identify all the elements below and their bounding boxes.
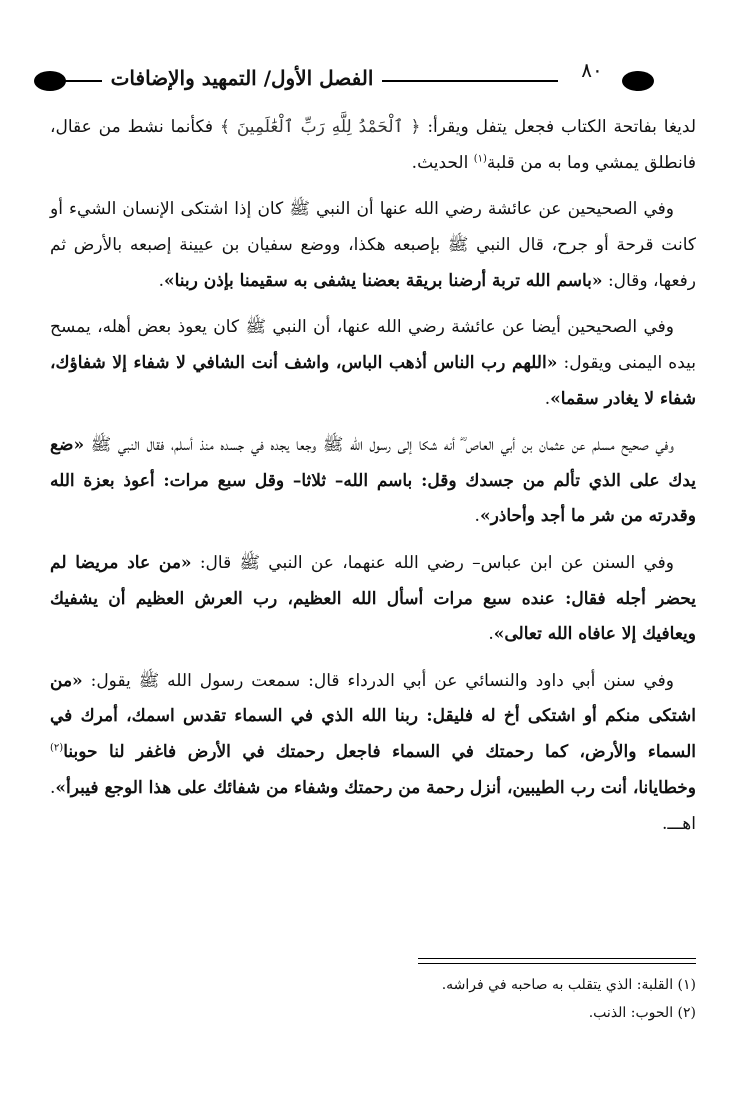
- header-left-ornament: [34, 71, 66, 91]
- header-rule-right: [382, 80, 558, 82]
- quran-verse: ﴿ ٱلْحَمْدُ لِلَّهِ رَبِّ ٱلْعَٰلَمِينَ ﴾: [219, 117, 421, 137]
- text-run: فكأنما نشط من عقال، فانطلق يمشي وما به من قلبة: [50, 117, 696, 173]
- footnote-marker: (١): [473, 153, 487, 165]
- footnote-separator: [418, 958, 696, 964]
- header-right-ornament: [622, 71, 654, 91]
- main-text: [50, 110, 696, 853]
- footnote-marker: (٢): [50, 742, 64, 754]
- text-run: .: [488, 624, 494, 645]
- text-run: . اهـــ.: [50, 778, 696, 834]
- text-run: وفي الصحيحين عن عائشة رضي الله عنها أن النبي ﷺ كان إذا اشتكى الإنسان الشيء أو كانت قرحة أو جرح، قال النبي ﷺ بإصبعه هكذا، ووضع سفيان بن عيينة إصبعه بالأرض ثم رفعها، وقال:: [50, 199, 696, 291]
- footnote-1: (١) القلبة: الذي يتقلب به صاحبه في فراشه.: [441, 977, 696, 993]
- paragraph: [50, 110, 696, 182]
- text-run: وفي الصحيحين أيضا عن عائشة رضي الله عنها، أن النبي ﷺ كان يعوذ بعض أهله، يمسح بيده اليمنى ويقول:: [50, 316, 696, 373]
- text-run: وفي سنن أبي داود والنسائي عن أبي الدرداء قال: سمعت رسول الله ﷺ يقول:: [82, 670, 674, 691]
- running-header-title: الفصل الأول/ التمهيد والإضافات: [110, 66, 374, 90]
- header-rule-left: [64, 80, 102, 82]
- text-run: الحديث.: [411, 152, 474, 173]
- paragraph: [50, 664, 696, 843]
- paragraph: [50, 310, 696, 417]
- hadith-text: «اللهم رب الناس أذهب الباس، واشف أنت الشافي لا شفاء إلا شفاؤك، شفاء لا يغادر سقما»: [50, 352, 696, 409]
- paragraph: [50, 192, 696, 299]
- hadith-text: «باسم الله تربة أرضنا بريقة بعضنا يشفى به سقيمنا بإذن ربنا»: [163, 270, 603, 291]
- text-run: وفي السنن عن ابن عباس– رضي الله عنهما، عن النبي ﷺ قال:: [191, 552, 674, 573]
- footnote-2: (٢) الحوب: الذنب.: [588, 1005, 696, 1021]
- text-run: وفي صحيح مسلم عن عثمان بن أبي العاص ؓ أنه شكا إلى رسول الله ﷺ وجعا يجده في جسده منذ أسلم، فقال النبي ﷺ: [84, 434, 674, 455]
- hadith-text: «ضع يدك على الذي تألم من جسدك وقل: باسم الله– ثلاثا– وقل سبع مرات: أعوذ بعزة الله وقدرته من شر ما أجد وأحاذر»: [50, 434, 696, 527]
- text-run: .: [474, 506, 480, 527]
- paragraph: [50, 428, 696, 535]
- text-run: .: [544, 388, 551, 409]
- text-run: لديغا بفاتحة الكتاب فجعل يتفل ويقرأ:: [420, 117, 696, 137]
- hadith-text: وخطايانا، أنت رب الطيبين، أنزل رحمة من رحمتك وشفاء من شفائك على هذا الوجع فيبرأ»: [55, 778, 696, 799]
- paragraph: [50, 546, 696, 653]
- text-run: .: [158, 270, 164, 291]
- page-number: ٨٠: [581, 58, 603, 82]
- hadith-text: «من عاد مريضا لم يحضر أجله فقال: عنده سبع مرات أسأل الله العظيم، رب العرش العظيم أن يشفيك ويعافيك إلا عافاه الله تعالى»: [50, 552, 696, 645]
- hadith-text: «من اشتكى منكم أو اشتكى أخ له فليقل: ربنا الله الذي في السماء تقدس اسمك، أمرك في السماء والأرض، كما رحمتك في السماء فاجعل رحمتك في الأرض فاغفر لنا حوبنا: [50, 670, 696, 763]
